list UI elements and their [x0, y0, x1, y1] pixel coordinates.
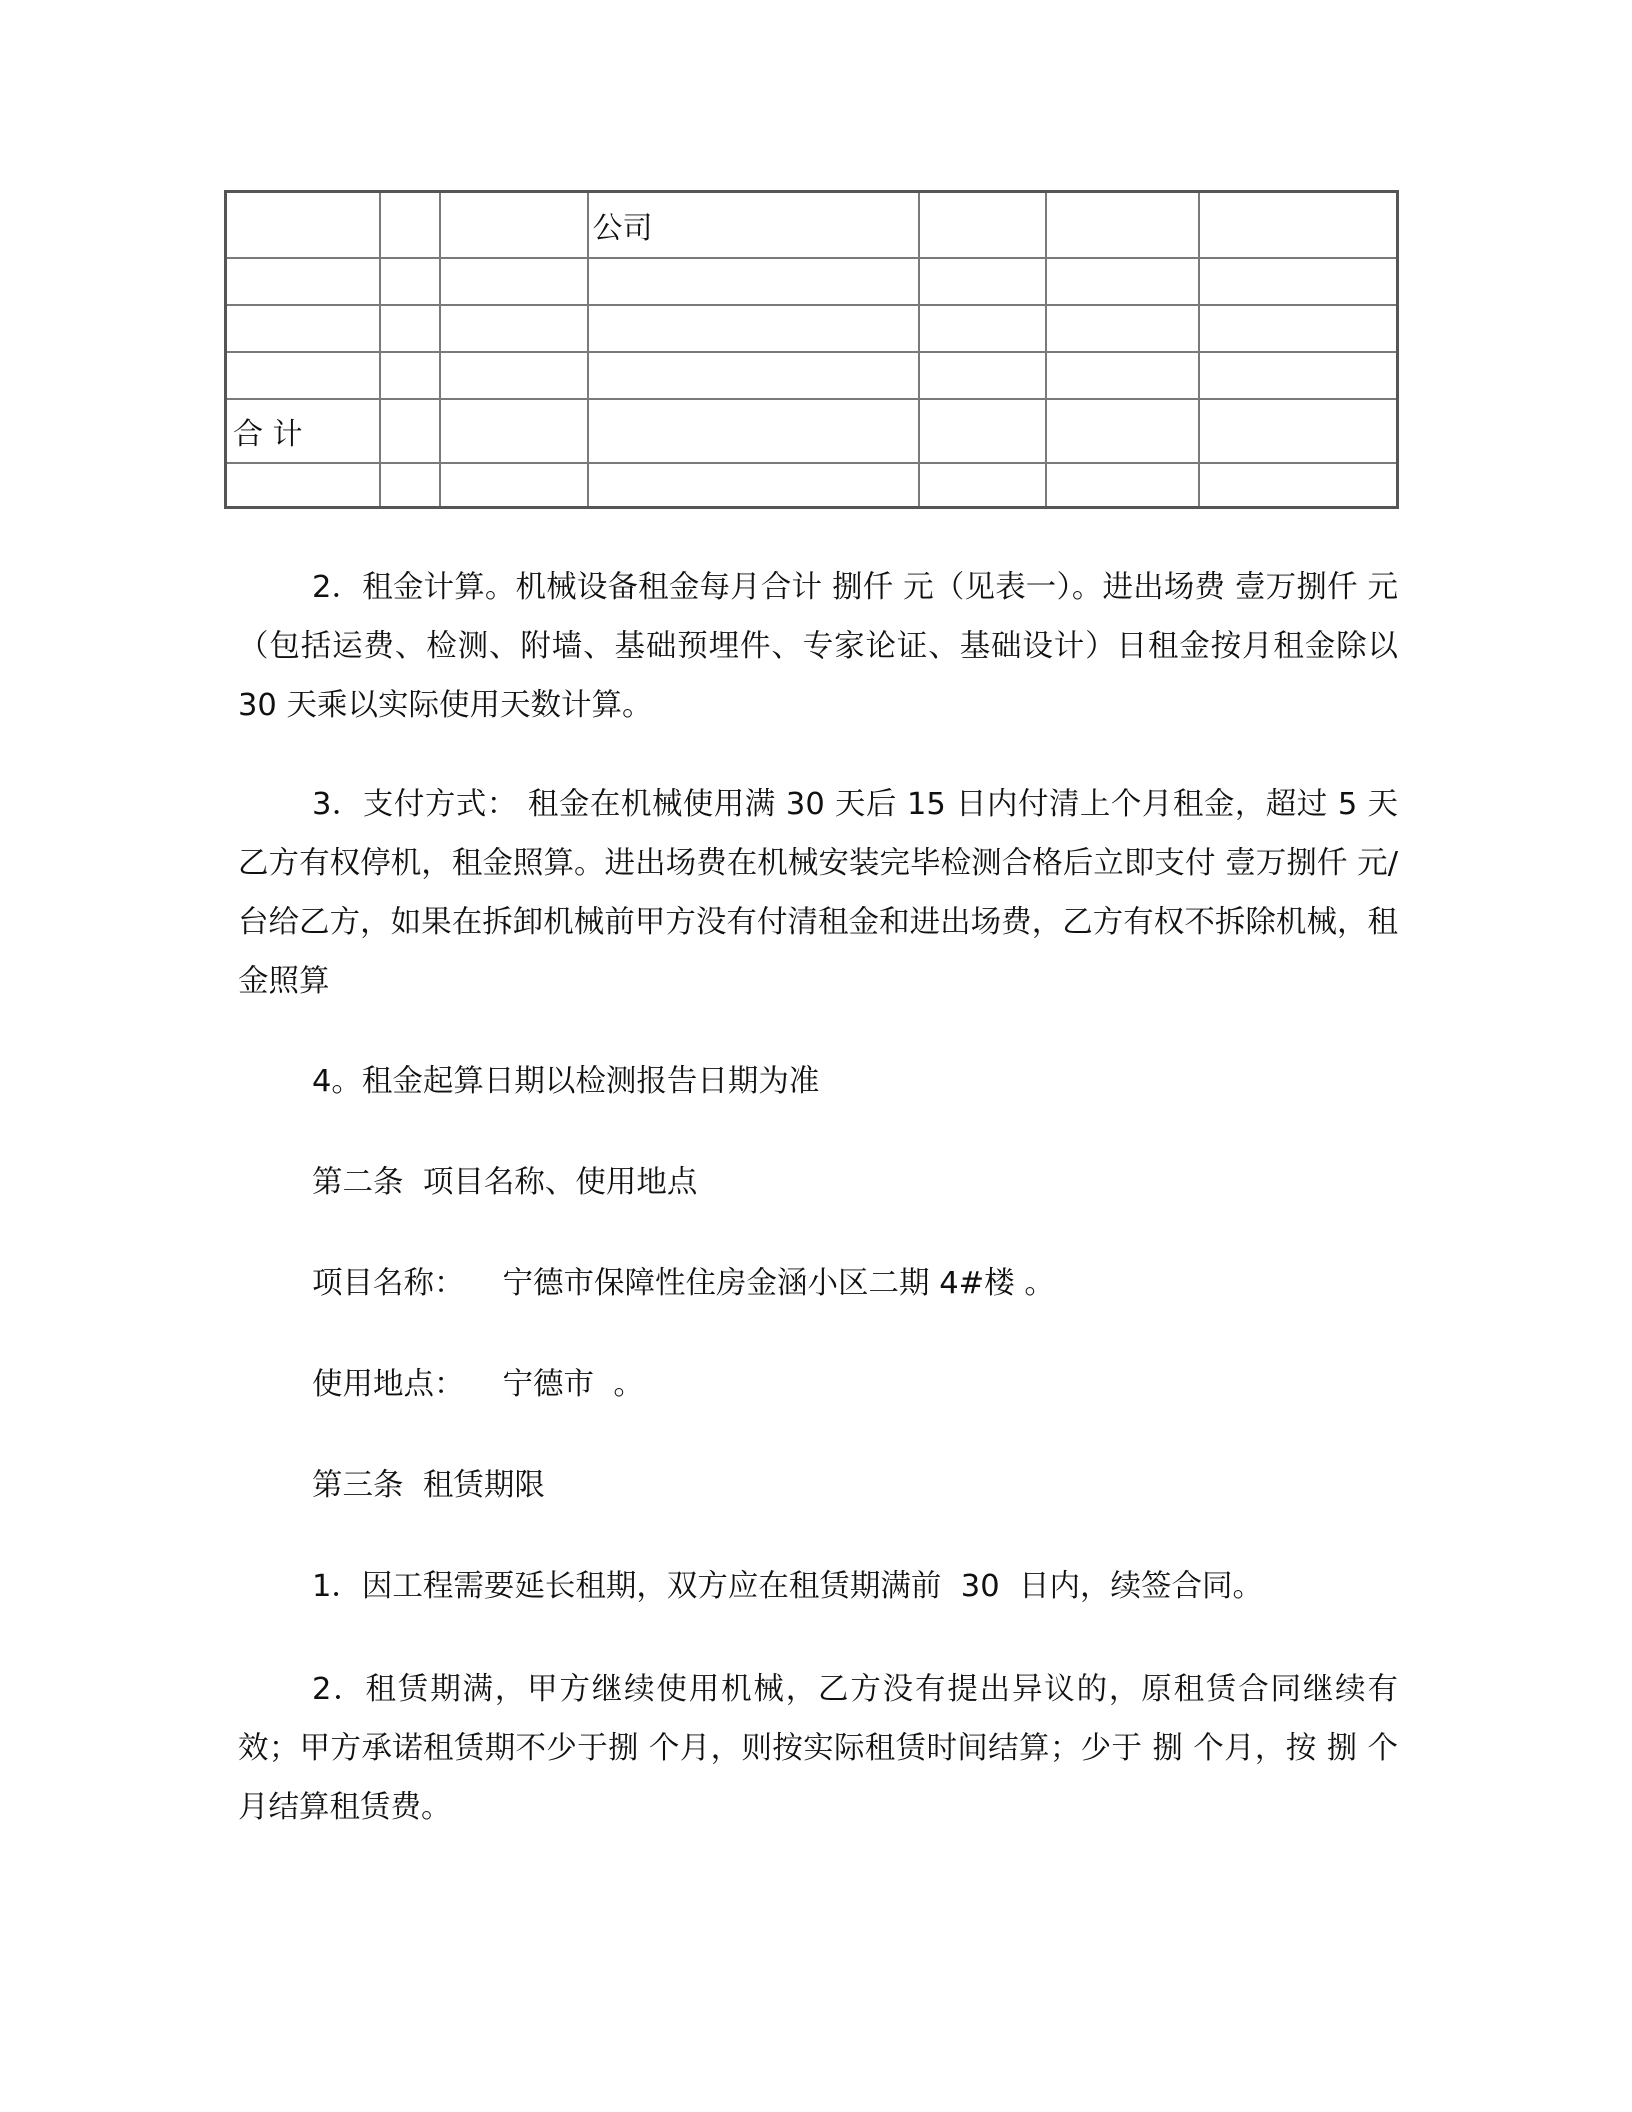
table-cell: [440, 463, 588, 508]
paragraph-extension: 1．因工程需要延长租期，双方应在租赁期满前 30 日内，续签合同。: [312, 1569, 1263, 1604]
table-row: [226, 192, 1398, 259]
table-cell: [440, 192, 588, 259]
project-name-line: [312, 1264, 1055, 1304]
paragraph-rent-calculation: 2．租金计算。机械设备租金每月合计 捌仟 元（见表一）。进出场费 壹万捌仟 元（包括运费、检测、附墙、基础预埋件、专家论证、基础设计）日租金按月租金除以 30 天乘以实际使用天数计算。: [238, 570, 1398, 723]
table-cell: [1199, 192, 1398, 259]
use-site-value: 宁德市 。: [502, 1367, 644, 1402]
table-cell: [919, 305, 1046, 352]
table-cell: [226, 258, 380, 305]
table-row: [226, 258, 1398, 305]
table-cell: [380, 258, 440, 305]
table-cell: [440, 258, 588, 305]
project-name-label: 项目名称：: [312, 1266, 465, 1301]
paragraph-payment-method: 3．支付方式： 租金在机械使用满 30 天后 15 日内付清上个月租金，超过 5 天乙方有权停机，租金照算。进出场费在机械安装完毕检测合格后立即支付 壹万捌仟 元/台给乙方，如果在拆卸机械前甲方没有付清租金和进出场费，乙方有权不拆除机械，租金照算: [238, 787, 1398, 999]
table-cell: [1199, 352, 1398, 399]
table-cell: [1046, 352, 1199, 399]
table-cell: [1199, 463, 1398, 508]
table-cell: [1199, 399, 1398, 463]
use-site-label: 使用地点：: [312, 1367, 465, 1402]
table-cell: [1046, 258, 1199, 305]
table-cell: [588, 463, 919, 508]
project-name-value: 宁德市保障性住房金涵小区二期 4#楼 。: [502, 1266, 1055, 1301]
table-cell: [1046, 399, 1199, 463]
table-cell: [380, 192, 440, 259]
table-row: [226, 305, 1398, 352]
table-cell: [380, 463, 440, 508]
table-cell: [588, 399, 919, 463]
table-body: [226, 192, 1398, 508]
table-cell: [919, 399, 1046, 463]
paragraph-lease-expiry: 2．租赁期满，甲方继续使用机械，乙方没有提出异议的，原租赁合同继续有效；甲方承诺租赁期不少于捌 个月，则按实际租赁时间结算；少于 捌 个月，按 捌 个月结算租赁费。: [238, 1672, 1398, 1825]
table-cell: [380, 399, 440, 463]
table-cell: [380, 352, 440, 399]
table-cell: [1046, 463, 1199, 508]
use-site-line: [312, 1365, 644, 1405]
table-cell: [226, 305, 380, 352]
table-cell: [919, 352, 1046, 399]
table-cell: 公司: [588, 192, 919, 259]
table-row: [226, 399, 1398, 463]
table-cell: [588, 305, 919, 352]
table-cell: [440, 352, 588, 399]
table-cell: [226, 463, 380, 508]
equipment-rental-table: [224, 190, 1399, 509]
table-cell: [919, 463, 1046, 508]
table-cell: [588, 352, 919, 399]
table-cell: [1199, 305, 1398, 352]
table-cell: [1199, 258, 1398, 305]
table-cell: [1046, 192, 1199, 259]
table-cell: 合 计: [226, 399, 380, 463]
table-row: [226, 352, 1398, 399]
table-cell: [1046, 305, 1199, 352]
article-3-title: 第三条 租赁期限: [312, 1468, 545, 1503]
table-cell: [919, 192, 1046, 259]
table-cell: [440, 399, 588, 463]
table-cell: [380, 305, 440, 352]
table-row: [226, 463, 1398, 508]
table-cell: [226, 192, 380, 259]
table-cell: [226, 352, 380, 399]
table-cell: [440, 305, 588, 352]
table-cell: [919, 258, 1046, 305]
article-2-title: 第二条 项目名称、使用地点: [312, 1165, 698, 1200]
paragraph-rent-start-date: 4。租金起算日期以检测报告日期为准: [312, 1064, 820, 1099]
table-cell: [588, 258, 919, 305]
